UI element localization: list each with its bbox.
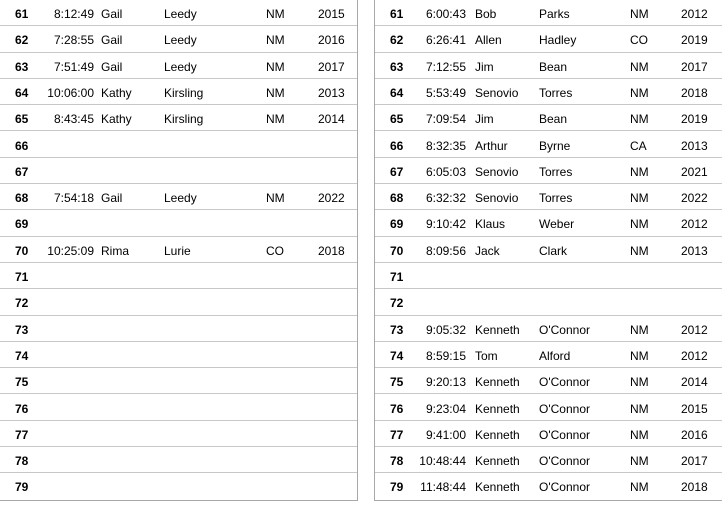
table-row: [0, 447, 357, 473]
num-cell: 65: [15, 112, 29, 127]
table-row: [0, 289, 357, 315]
last-cell: Leedy: [164, 7, 197, 21]
table-row: [0, 473, 357, 499]
state-cell: NM: [266, 7, 285, 21]
first-cell: Kenneth: [475, 322, 520, 337]
state-cell: NM: [630, 454, 649, 469]
table-row: [375, 158, 722, 184]
num-cell: 61: [390, 7, 404, 21]
last-cell: O'Connor: [539, 375, 590, 390]
state-cell: NM: [266, 191, 285, 206]
last-cell: Lurie: [164, 243, 191, 258]
num-cell: 68: [15, 191, 29, 206]
year-cell: 2018: [681, 480, 708, 495]
first-cell: Gail: [101, 33, 123, 48]
last-cell: O'Connor: [539, 480, 590, 495]
table-row: [375, 0, 722, 26]
time-cell: 8:32:35: [425, 138, 466, 153]
num-cell: 71: [390, 270, 404, 284]
table-row: [0, 421, 357, 447]
first-cell: Senovio: [475, 191, 519, 206]
state-cell: NM: [630, 112, 649, 127]
state-cell: NM: [266, 59, 285, 74]
table-row: [375, 132, 722, 158]
left-results-table: [0, 0, 358, 501]
state-cell: CO: [266, 243, 284, 258]
first-cell: Senovio: [475, 85, 519, 100]
time-cell: 8:43:45: [53, 112, 94, 127]
time-cell: 7:54:18: [53, 191, 94, 206]
last-cell: Kirsling: [164, 85, 204, 100]
table-row: [375, 447, 722, 473]
last-cell: Torres: [539, 191, 573, 206]
first-cell: Jim: [475, 59, 494, 74]
last-cell: O'Connor: [539, 401, 590, 416]
num-cell: 63: [15, 59, 29, 74]
year-cell: 2022: [681, 191, 708, 206]
table-row: [0, 158, 357, 184]
table-row: [375, 53, 722, 79]
time-cell: 6:32:32: [425, 191, 466, 206]
table-row: [0, 26, 357, 52]
first-cell: Jack: [475, 243, 500, 258]
time-cell: 9:10:42: [425, 217, 466, 232]
last-cell: Torres: [539, 85, 573, 100]
num-cell: 77: [15, 427, 29, 442]
first-cell: Gail: [101, 191, 123, 206]
num-cell: 78: [15, 454, 29, 469]
num-cell: 76: [390, 401, 404, 416]
num-cell: 74: [390, 348, 404, 363]
state-cell: NM: [630, 401, 649, 416]
year-cell: 2016: [318, 33, 345, 48]
table-row: [375, 184, 722, 210]
year-cell: 2018: [681, 85, 708, 100]
table-row: [0, 0, 357, 26]
year-cell: 2012: [681, 348, 708, 363]
num-cell: 69: [390, 217, 404, 232]
time-cell: 10:25:09: [47, 243, 94, 258]
year-cell: 2017: [681, 454, 708, 469]
state-cell: NM: [630, 217, 649, 232]
num-cell: 66: [15, 138, 29, 153]
table-row: [0, 342, 357, 368]
first-cell: Kathy: [101, 112, 132, 127]
num-cell: 77: [390, 427, 404, 442]
table-row: [375, 105, 722, 131]
num-cell: 71: [15, 270, 29, 284]
table-row: [375, 342, 722, 368]
time-cell: 10:48:44: [419, 454, 466, 469]
num-cell: 79: [15, 480, 29, 495]
table-row: [0, 368, 357, 394]
state-cell: NM: [266, 112, 285, 127]
table-row: [375, 421, 722, 447]
num-cell: 67: [15, 164, 29, 179]
year-cell: 2013: [681, 138, 708, 153]
last-cell: Kirsling: [164, 112, 204, 127]
year-cell: 2015: [681, 401, 708, 416]
num-cell: 63: [390, 59, 404, 74]
first-cell: Kenneth: [475, 375, 520, 390]
year-cell: 2012: [681, 7, 708, 21]
table-row: [0, 53, 357, 79]
first-cell: Gail: [101, 7, 123, 21]
state-cell: NM: [630, 85, 649, 100]
state-cell: NM: [630, 59, 649, 74]
state-cell: NM: [630, 322, 649, 337]
time-cell: 8:12:49: [53, 7, 94, 21]
table-row: [0, 263, 357, 289]
time-cell: 6:00:43: [425, 7, 466, 21]
state-cell: NM: [630, 164, 649, 179]
time-cell: 7:09:54: [425, 112, 466, 127]
year-cell: 2019: [681, 33, 708, 48]
num-cell: 73: [390, 322, 404, 337]
num-cell: 76: [15, 401, 29, 416]
state-cell: NM: [266, 85, 285, 100]
last-cell: O'Connor: [539, 322, 590, 337]
time-cell: 6:05:03: [425, 164, 466, 179]
num-cell: 79: [390, 480, 404, 495]
state-cell: NM: [630, 191, 649, 206]
first-cell: Klaus: [475, 217, 506, 232]
time-cell: 9:41:00: [425, 427, 466, 442]
first-cell: Gail: [101, 59, 123, 74]
last-cell: Alford: [539, 348, 571, 363]
num-cell: 61: [15, 7, 29, 21]
state-cell: NM: [630, 375, 649, 390]
num-cell: 66: [390, 138, 404, 153]
state-cell: CA: [630, 138, 647, 153]
num-cell: 74: [15, 348, 29, 363]
table-row: [0, 316, 357, 342]
state-cell: NM: [630, 243, 649, 258]
last-cell: Bean: [539, 112, 568, 127]
last-cell: O'Connor: [539, 454, 590, 469]
first-cell: Kenneth: [475, 427, 520, 442]
last-cell: Weber: [539, 217, 575, 232]
num-cell: 62: [390, 33, 404, 48]
time-cell: 9:20:13: [425, 375, 466, 390]
table-row: [0, 395, 357, 421]
table-row: [0, 184, 357, 210]
state-cell: NM: [630, 7, 649, 21]
time-cell: 8:09:56: [425, 243, 466, 258]
table-row: [375, 289, 722, 315]
last-cell: Parks: [539, 7, 570, 21]
table-row: [375, 263, 722, 289]
first-cell: Jim: [475, 112, 494, 127]
time-cell: 11:48:44: [420, 480, 466, 495]
table-row: [375, 368, 722, 394]
year-cell: 2022: [318, 191, 345, 206]
first-cell: Kenneth: [475, 454, 520, 469]
table-row: [375, 237, 722, 263]
first-cell: Bob: [475, 7, 497, 21]
last-cell: Leedy: [164, 33, 197, 48]
year-cell: 2013: [681, 243, 708, 258]
time-cell: 7:28:55: [53, 33, 94, 48]
year-cell: 2015: [318, 7, 345, 21]
last-cell: O'Connor: [539, 427, 590, 442]
table-row: [375, 395, 722, 421]
right-results-table: [374, 0, 722, 501]
num-cell: 62: [15, 33, 29, 48]
state-cell: NM: [630, 427, 649, 442]
first-cell: Kenneth: [475, 401, 520, 416]
last-cell: Bean: [539, 59, 568, 74]
num-cell: 67: [390, 164, 404, 179]
table-row: [0, 210, 357, 236]
year-cell: 2012: [681, 217, 708, 232]
state-cell: NM: [630, 480, 649, 495]
time-cell: 9:05:32: [425, 322, 466, 337]
num-cell: 72: [390, 296, 404, 311]
last-cell: Byrne: [539, 138, 571, 153]
year-cell: 2017: [681, 59, 708, 74]
first-cell: Allen: [475, 33, 502, 48]
first-cell: Arthur: [475, 138, 508, 153]
time-cell: 5:53:49: [425, 85, 466, 100]
time-cell: 9:23:04: [425, 401, 466, 416]
num-cell: 75: [390, 375, 404, 390]
table-row: [0, 132, 357, 158]
table-row: [375, 473, 722, 499]
num-cell: 72: [15, 296, 29, 311]
year-cell: 2017: [318, 59, 345, 74]
num-cell: 64: [15, 85, 29, 100]
table-row: [375, 210, 722, 236]
year-cell: 2012: [681, 322, 708, 337]
num-cell: 65: [390, 112, 404, 127]
first-cell: Tom: [475, 348, 498, 363]
first-cell: Rima: [101, 243, 130, 258]
table-row: [375, 316, 722, 342]
year-cell: 2014: [318, 112, 345, 127]
num-cell: 69: [15, 217, 29, 232]
state-cell: NM: [266, 33, 285, 48]
num-cell: 70: [15, 243, 29, 258]
last-cell: Torres: [539, 164, 573, 179]
year-cell: 2021: [681, 164, 708, 179]
num-cell: 64: [390, 85, 404, 100]
table-row: [0, 105, 357, 131]
num-cell: 70: [390, 243, 404, 258]
num-cell: 73: [15, 322, 29, 337]
num-cell: 75: [15, 375, 29, 390]
state-cell: NM: [630, 348, 649, 363]
table-row: [0, 237, 357, 263]
time-cell: 8:59:15: [425, 348, 466, 363]
num-cell: 78: [390, 454, 404, 469]
state-cell: CO: [630, 33, 648, 48]
table-row: [375, 26, 722, 52]
time-cell: 7:12:55: [425, 59, 466, 74]
year-cell: 2013: [318, 85, 345, 100]
first-cell: Kenneth: [475, 480, 520, 495]
table-row: [0, 79, 357, 105]
num-cell: 68: [390, 191, 404, 206]
time-cell: 10:06:00: [47, 85, 94, 100]
year-cell: 2018: [318, 243, 345, 258]
last-cell: Leedy: [164, 59, 197, 74]
table-row: [375, 79, 722, 105]
time-cell: 7:51:49: [53, 59, 94, 74]
last-cell: Clark: [539, 243, 568, 258]
year-cell: 2016: [681, 427, 708, 442]
year-cell: 2014: [681, 375, 708, 390]
year-cell: 2019: [681, 112, 708, 127]
time-cell: 6:26:41: [425, 33, 466, 48]
last-cell: Hadley: [539, 33, 577, 48]
last-cell: Leedy: [164, 191, 197, 206]
first-cell: Kathy: [101, 85, 132, 100]
first-cell: Senovio: [475, 164, 519, 179]
